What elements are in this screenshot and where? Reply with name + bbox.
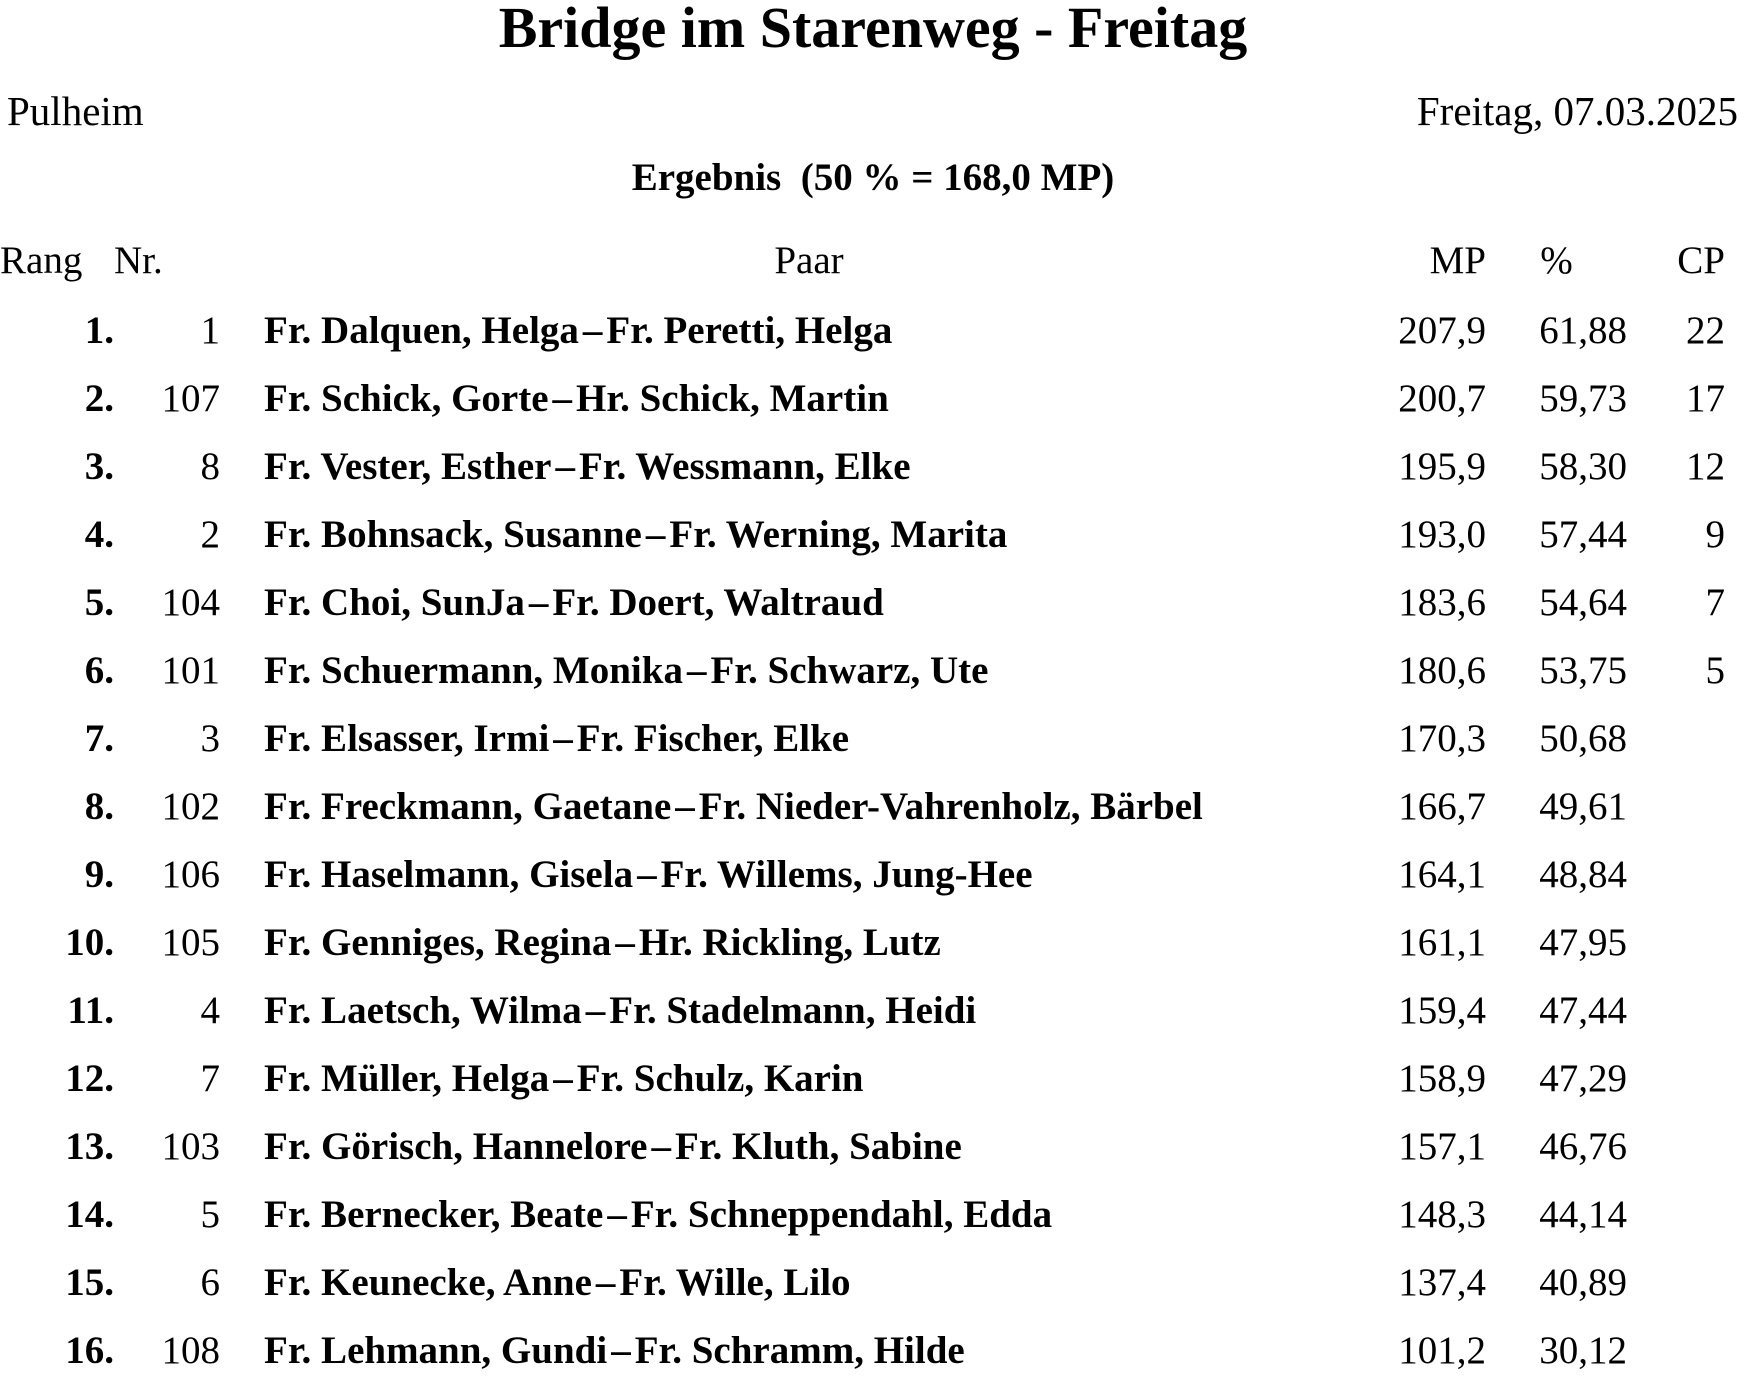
rank-cell: 16.	[65, 1329, 114, 1372]
player-two-name: Hr. Schick, Martin	[576, 377, 889, 420]
player-two-name: Fr. Wille, Lilo	[619, 1261, 851, 1304]
clubpoints-cell: 22	[1686, 309, 1725, 352]
player-one-name: Fr. Müller, Helga	[264, 1057, 550, 1100]
pair-separator: –	[553, 1057, 573, 1100]
rank-cell: 8.	[84, 785, 114, 828]
column-spacer	[220, 909, 264, 977]
column-spacer	[220, 1045, 264, 1113]
rank-cell: 7.	[84, 717, 114, 760]
rank-cell: 6.	[84, 649, 114, 692]
pair-number-cell: 2	[200, 513, 220, 556]
clubpoints-cell	[1627, 977, 1725, 1045]
column-header-rang: Rang	[0, 239, 83, 282]
player-one-name: Fr. Freckmann, Gaetane	[264, 785, 672, 828]
column-spacer	[220, 297, 264, 365]
player-one-name: Fr. Lehmann, Gundi	[264, 1329, 608, 1372]
pair-separator: –	[552, 377, 573, 420]
pair-separator: –	[686, 649, 707, 692]
table-row	[0, 501, 1725, 569]
clubpoints-cell	[1627, 705, 1725, 773]
player-one-name: Fr. Keunecke, Anne	[264, 1261, 592, 1304]
pair-names-cell	[264, 1181, 1354, 1249]
percent-cell: 47,44	[1539, 989, 1627, 1032]
clubpoints-cell: 7	[1705, 581, 1725, 624]
percent-cell: 44,14	[1539, 1193, 1627, 1236]
pair-separator: –	[645, 513, 666, 556]
column-header-mp: MP	[1429, 239, 1486, 282]
results-table-body	[0, 297, 1725, 1385]
player-two-name: Fr. Fischer, Elke	[576, 717, 850, 760]
clubpoints-cell	[1627, 1045, 1725, 1113]
percent-cell: 53,75	[1539, 649, 1627, 692]
matchpoints-cell: 180,6	[1398, 649, 1486, 692]
table-row	[0, 297, 1725, 365]
table-row	[0, 365, 1725, 433]
pair-names-cell	[264, 977, 1354, 1045]
player-one-name: Fr. Elsasser, Irmi	[264, 717, 550, 760]
clubpoints-cell	[1627, 1249, 1725, 1317]
pair-number-cell: 6	[200, 1261, 220, 1304]
matchpoints-cell: 170,3	[1398, 717, 1486, 760]
matchpoints-cell: 158,9	[1398, 1057, 1486, 1100]
pair-number-cell: 108	[161, 1329, 220, 1372]
pair-number-cell: 5	[200, 1193, 220, 1236]
clubpoints-cell: 9	[1705, 513, 1725, 556]
column-header-paar: Paar	[774, 239, 844, 282]
player-two-name: Fr. Schneppendahl, Edda	[630, 1193, 1053, 1236]
player-one-name: Fr. Bernecker, Beate	[264, 1193, 604, 1236]
pair-separator: –	[553, 717, 573, 760]
player-two-name: Fr. Peretti, Helga	[606, 309, 893, 352]
player-one-name: Fr. Bohnsack, Susanne	[264, 513, 642, 556]
matchpoints-cell: 161,1	[1398, 921, 1486, 964]
clubpoints-cell	[1627, 1181, 1725, 1249]
pair-number-cell: 1	[200, 309, 220, 352]
rank-cell: 11.	[67, 989, 114, 1032]
pair-separator: –	[637, 853, 657, 896]
percent-cell: 58,30	[1539, 445, 1627, 488]
player-one-name: Fr. Görisch, Hannelore	[264, 1125, 648, 1168]
table-row	[0, 1181, 1725, 1249]
rank-cell: 1.	[84, 309, 114, 352]
percent-cell: 49,61	[1539, 785, 1627, 828]
column-spacer	[220, 705, 264, 773]
pair-separator: –	[651, 1125, 671, 1168]
rank-cell: 13.	[65, 1125, 114, 1168]
percent-cell: 40,89	[1539, 1261, 1627, 1304]
table-row	[0, 433, 1725, 501]
column-spacer	[220, 637, 264, 705]
matchpoints-cell: 183,6	[1398, 581, 1486, 624]
clubpoints-cell	[1627, 773, 1725, 841]
pair-names-cell	[264, 433, 1354, 501]
player-one-name: Fr. Vester, Esther	[264, 445, 552, 488]
player-one-name: Fr. Laetsch, Wilma	[264, 989, 582, 1032]
percent-cell: 47,95	[1539, 921, 1627, 964]
table-row	[0, 637, 1725, 705]
rank-cell: 3.	[84, 445, 114, 488]
percent-cell: 57,44	[1539, 513, 1627, 556]
date-label: Freitag, 07.03.2025	[1416, 88, 1738, 134]
clubpoints-cell: 12	[1686, 445, 1725, 488]
pair-separator: –	[607, 1193, 627, 1236]
matchpoints-cell: 195,9	[1398, 445, 1486, 488]
pair-separator: –	[528, 581, 549, 624]
rank-cell: 10.	[65, 921, 114, 964]
percent-cell: 50,68	[1539, 717, 1627, 760]
pair-separator: –	[585, 989, 606, 1032]
matchpoints-cell: 207,9	[1398, 309, 1486, 352]
rank-cell: 4.	[84, 513, 114, 556]
matchpoints-cell: 137,4	[1398, 1261, 1486, 1304]
pair-number-cell: 4	[200, 989, 220, 1032]
pair-names-cell	[264, 501, 1354, 569]
rank-cell: 12.	[65, 1057, 114, 1100]
pair-names-cell	[264, 773, 1354, 841]
location-label: Pulheim	[7, 88, 144, 134]
pair-names-cell	[264, 1249, 1354, 1317]
pair-number-cell: 102	[161, 785, 220, 828]
pair-separator: –	[595, 1261, 616, 1304]
player-two-name: Fr. Stadelmann, Heidi	[609, 989, 977, 1032]
column-header-nr: Nr.	[114, 239, 163, 282]
matchpoints-cell: 164,1	[1398, 853, 1486, 896]
percent-cell: 54,64	[1539, 581, 1627, 624]
column-spacer	[220, 1113, 264, 1181]
page-title: Bridge im Starenweg - Freitag	[498, 0, 1248, 60]
rank-cell: 2.	[84, 377, 114, 420]
pair-number-cell: 105	[161, 921, 220, 964]
table-row	[0, 1317, 1725, 1385]
table-row	[0, 977, 1725, 1045]
result-subtitle: Ergebnis (50 % = 168,0 MP)	[631, 156, 1115, 199]
pair-names-cell	[264, 1045, 1354, 1113]
pair-names-cell	[264, 841, 1354, 909]
player-two-name: Fr. Kluth, Sabine	[675, 1125, 962, 1168]
clubpoints-cell	[1627, 1113, 1725, 1181]
table-row	[0, 705, 1725, 773]
matchpoints-cell: 101,2	[1398, 1329, 1486, 1372]
rank-cell: 15.	[65, 1261, 114, 1304]
table-row	[0, 1249, 1725, 1317]
matchpoints-cell: 200,7	[1398, 377, 1486, 420]
pair-names-cell	[264, 1113, 1354, 1181]
header-row	[0, 237, 1725, 297]
pair-names-cell	[264, 637, 1354, 705]
pair-number-cell: 106	[161, 853, 220, 896]
pair-number-cell: 8	[200, 445, 220, 488]
column-spacer	[220, 977, 264, 1045]
matchpoints-cell: 148,3	[1398, 1193, 1486, 1236]
rank-cell: 5.	[84, 581, 114, 624]
table-row	[0, 569, 1725, 637]
clubpoints-cell	[1627, 841, 1725, 909]
pair-number-cell: 103	[161, 1125, 220, 1168]
column-spacer	[220, 1317, 264, 1385]
player-two-name: Fr. Schulz, Karin	[576, 1057, 864, 1100]
column-header-percent: %	[1540, 239, 1573, 282]
matchpoints-cell: 157,1	[1398, 1125, 1486, 1168]
pair-names-cell	[264, 705, 1354, 773]
player-two-name: Fr. Willems, Jung-Hee	[660, 853, 1033, 896]
matchpoints-cell: 193,0	[1398, 513, 1486, 556]
column-spacer	[220, 1249, 264, 1317]
pair-separator: –	[675, 785, 695, 828]
column-spacer	[220, 841, 264, 909]
player-one-name: Fr. Dalquen, Helga	[264, 309, 579, 352]
clubpoints-cell: 5	[1705, 649, 1725, 692]
matchpoints-cell: 166,7	[1398, 785, 1486, 828]
player-one-name: Fr. Schick, Gorte	[264, 377, 549, 420]
player-two-name: Fr. Wessmann, Elke	[578, 445, 911, 488]
column-spacer	[220, 773, 264, 841]
column-spacer	[220, 1181, 264, 1249]
results-table-header	[0, 237, 1725, 297]
pair-names-cell	[264, 909, 1354, 977]
pair-separator: –	[555, 445, 575, 488]
pair-number-cell: 104	[161, 581, 220, 624]
clubpoints-cell	[1627, 1317, 1725, 1385]
column-spacer	[220, 433, 264, 501]
table-row	[0, 909, 1725, 977]
player-two-name: Fr. Werning, Marita	[669, 513, 1008, 556]
table-row	[0, 1045, 1725, 1113]
clubpoints-cell: 17	[1686, 377, 1725, 420]
player-two-name: Fr. Schramm, Hilde	[634, 1329, 965, 1372]
column-spacer	[220, 569, 264, 637]
matchpoints-cell: 159,4	[1398, 989, 1486, 1032]
table-row	[0, 773, 1725, 841]
player-one-name: Fr. Haselmann, Gisela	[264, 853, 634, 896]
pair-number-cell: 101	[161, 649, 220, 692]
pair-separator: –	[611, 1329, 631, 1372]
pair-separator: –	[582, 309, 603, 352]
pair-separator: –	[615, 921, 635, 964]
column-spacer	[220, 237, 264, 297]
pair-names-cell	[264, 365, 1354, 433]
percent-cell: 30,12	[1539, 1329, 1627, 1372]
player-two-name: Fr. Schwarz, Ute	[710, 649, 989, 692]
player-two-name: Fr. Nieder-Vahrenholz, Bärbel	[698, 785, 1203, 828]
percent-cell: 59,73	[1539, 377, 1627, 420]
pair-number-cell: 107	[161, 377, 220, 420]
table-row	[0, 841, 1725, 909]
percent-cell: 48,84	[1539, 853, 1627, 896]
player-one-name: Fr. Genniges, Regina	[264, 921, 612, 964]
column-header-cp: CP	[1677, 239, 1725, 282]
pair-number-cell: 7	[200, 1057, 220, 1100]
player-one-name: Fr. Choi, SunJa	[264, 581, 525, 624]
pair-names-cell	[264, 297, 1354, 365]
table-row	[0, 1113, 1725, 1181]
pair-names-cell	[264, 569, 1354, 637]
pair-number-cell: 3	[200, 717, 220, 760]
column-spacer	[220, 501, 264, 569]
player-two-name: Hr. Rickling, Lutz	[638, 921, 941, 964]
results-table	[0, 237, 1725, 1385]
percent-cell: 47,29	[1539, 1057, 1627, 1100]
pair-names-cell	[264, 1317, 1354, 1385]
player-one-name: Fr. Schuermann, Monika	[264, 649, 683, 692]
rank-cell: 14.	[65, 1193, 114, 1236]
player-two-name: Fr. Doert, Waltraud	[552, 581, 884, 624]
clubpoints-cell	[1627, 909, 1725, 977]
percent-cell: 61,88	[1539, 309, 1627, 352]
column-spacer	[220, 365, 264, 433]
percent-cell: 46,76	[1539, 1125, 1627, 1168]
rank-cell: 9.	[84, 853, 114, 896]
